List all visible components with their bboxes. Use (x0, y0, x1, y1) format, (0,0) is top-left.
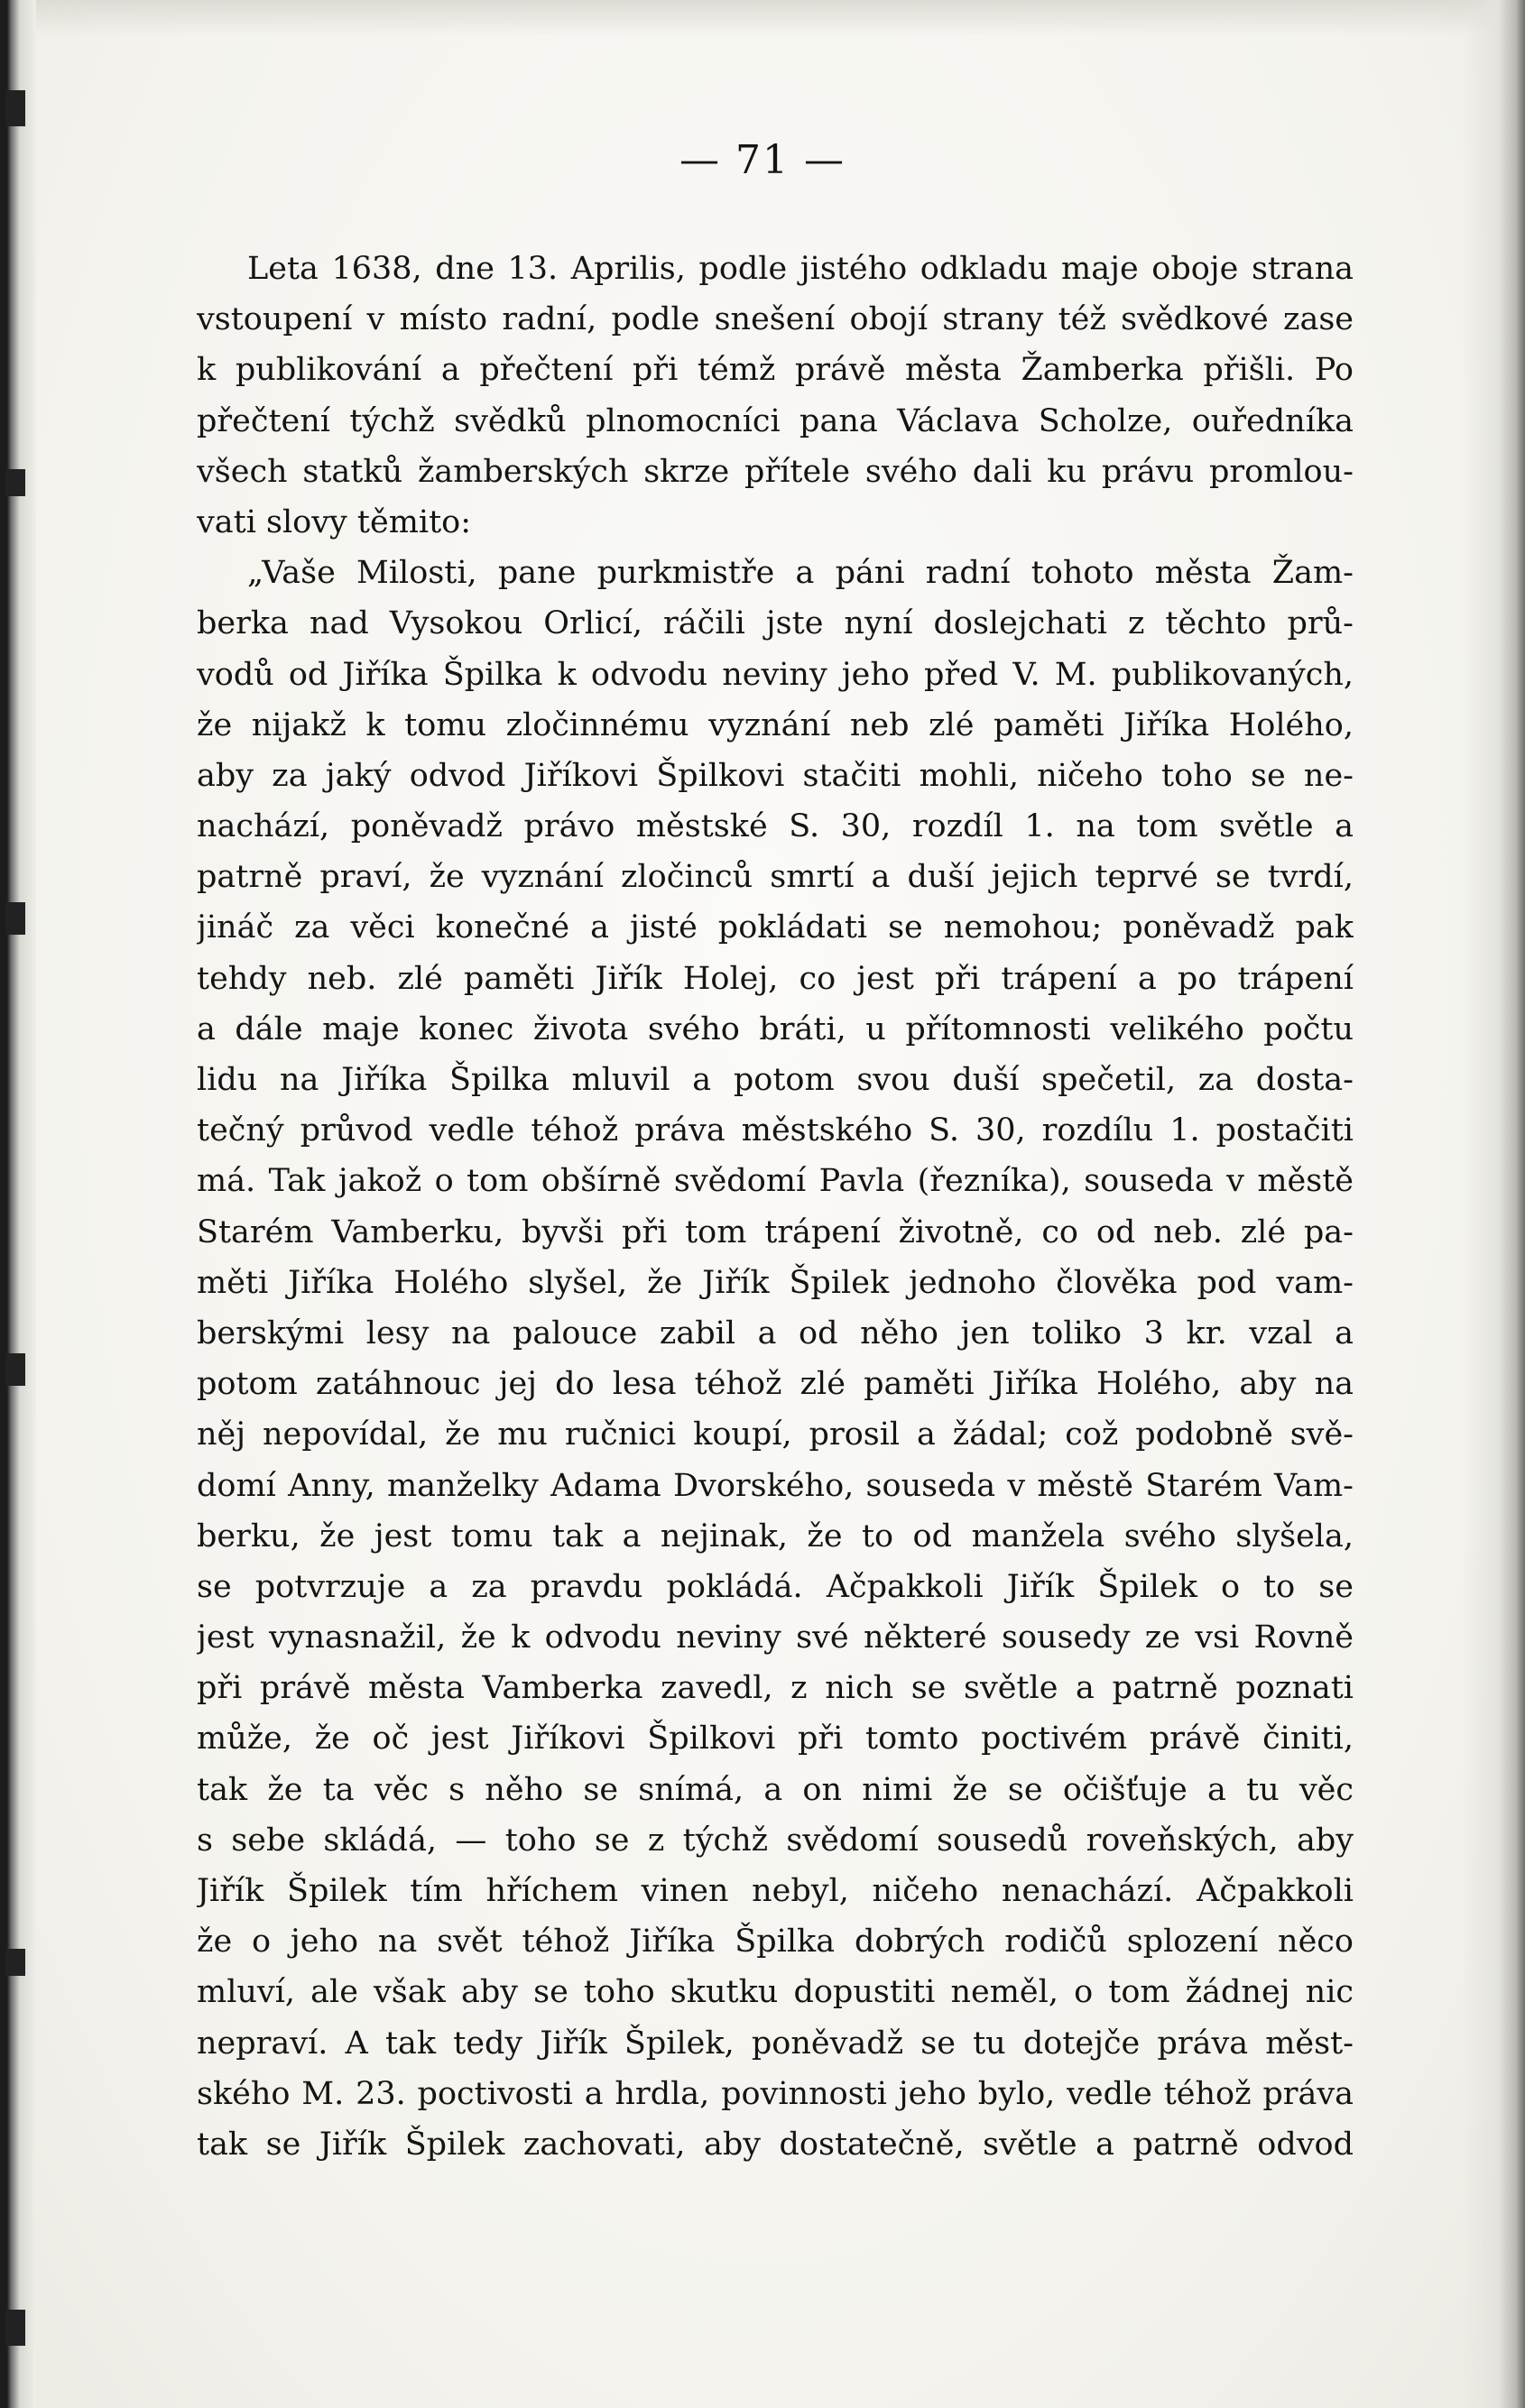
text-line: přečtení týchž svědků plnomocníci pana Václava Scholze, ouředníka (197, 402, 1354, 439)
text-line: Jiřík Špilek tím hříchem vinen nebyl, ničeho nenachází. Ačpakkoli (197, 1873, 1354, 1909)
binding-mark (5, 1949, 25, 1976)
text-line: aby za jaký odvod Jiříkovi Špilkovi stačiti mohli, ničeho toho se ne- (197, 757, 1354, 794)
text-line: berskými lesy na palouce zabil a od něho jen toliko 3 kr. vzal a (197, 1315, 1354, 1352)
text-line: může, že oč jest Jiříkovi Špilkovi při tomto poctivém právě činiti, (197, 1721, 1354, 1758)
text-line: nepraví. A tak tedy Jiřík Špilek, poněvadž se tu dotejče práva měst- (197, 2025, 1354, 2062)
scan-edge-right (1462, 0, 1525, 2408)
text-line: vati slovy těmito: (197, 503, 472, 540)
text-line: s sebe skládá, — toho se z týchž svědomí sousedů roveňských, aby (197, 1822, 1354, 1859)
text-line: vodů od Jiříka Špilka k odvodu neviny jeho před V. M. publikovaných, (197, 656, 1354, 693)
text-line: má. Tak jakož o tom obšírně svědomí Pavla (řezníka), souseda v městě (197, 1163, 1354, 1200)
text-line: tak že ta věc s něho se snímá, a on nimi že se očišťuje a tu věc (197, 1771, 1354, 1808)
text-line: „Vaše Milosti, pane purkmistře a páni radní tohoto města Žam- (247, 555, 1354, 592)
text-line: že o jeho na svět téhož Jiříka Špilka dobrých rodičů splození něco (197, 1924, 1354, 1961)
text-line: vstoupení v místo radní, podle snešení obojí strany též svědkové zase (197, 301, 1354, 338)
text-line: jináč za věci konečné a jisté pokládati se nemohou; poněvadž pak (197, 909, 1354, 946)
text-line: berka nad Vysokou Orlicí, ráčili jste nyní doslejchati z těchto prů- (197, 605, 1354, 642)
text-line: při právě města Vamberka zavedl, z nich se světle a patrně poznati (197, 1670, 1354, 1707)
book-binding-edge (0, 0, 36, 2408)
text-line: ského M. 23. poctivosti a hrdla, povinnosti jeho bylo, vedle téhož práva (197, 2075, 1354, 2112)
binding-mark (5, 469, 25, 496)
text-line: se potvrzuje a za pravdu pokládá. Ačpakkoli Jiřík Špilek o to se (197, 1568, 1354, 1605)
text-line: a dále maje konec života svého bráti, u přítomnosti velikého počtu (197, 1010, 1354, 1047)
scan-edge-top (0, 0, 1525, 36)
text-line: mluví, ale však aby se toho skutku dopustiti neměl, o tom žádnej nic (197, 1974, 1354, 2011)
text-line: lidu na Jiříka Špilka mluvil a potom svou duší spečetil, za dosta- (197, 1062, 1354, 1098)
text-line: všech statků žamberských skrze přítele svého dali ku právu promlou- (197, 453, 1354, 490)
text-line: nachází, poněvadž právo městské S. 30, rozdíl 1. na tom světle a (197, 808, 1354, 845)
text-line: tečný průvod vedle téhož práva městského S. 30, rozdílu 1. postačiti (197, 1112, 1354, 1149)
text-line: něj nepovídal, že mu ručnici koupí, prosil a žádal; což podobně svě- (197, 1416, 1354, 1453)
text-line: k publikování a přečtení při témž právě města Žamberka přišli. Po (197, 352, 1354, 389)
text-line: tak se Jiřík Špilek zachovati, aby dostatečně, světle a patrně odvod (197, 2126, 1354, 2163)
text-line: domí Anny, manželky Adama Dvorského, souseda v městě Starém Vam- (197, 1467, 1354, 1504)
text-line: měti Jiříka Holého slyšel, že Jiřík Špilek jednoho člověka pod vam- (197, 1264, 1354, 1301)
text-line: potom zatáhnouc jej do lesa téhož zlé paměti Jiříka Holého, aby na (197, 1366, 1354, 1403)
text-line: jest vynasnažil, že k odvodu neviny své některé sousedy ze vsi Rovně (197, 1619, 1354, 1656)
text-line: Leta 1638, dne 13. Aprilis, podle jistého odkladu maje oboje strana (247, 251, 1354, 287)
text-line: tehdy neb. zlé paměti Jiřík Holej, co jest při trápení a po trápení (197, 960, 1354, 997)
text-line: že nijakž k tomu zločinnému vyznání neb zlé paměti Jiříka Holého, (197, 706, 1354, 743)
binding-mark (5, 90, 25, 126)
text-line: berku, že jest tomu tak a nejinak, že to od manžela svého slyšela, (197, 1518, 1354, 1555)
binding-mark (5, 1353, 25, 1386)
body-text (197, 244, 1354, 2170)
binding-mark (5, 2310, 25, 2346)
text-line: patrně praví, že vyznání zločinců smrtí a duší jejich teprvé se tvrdí, (197, 859, 1354, 896)
binding-mark (5, 902, 25, 935)
page-number: — 71 — (679, 137, 846, 183)
text-line: Starém Vamberku, byvši při tom trápení životně, co od neb. zlé pa- (197, 1213, 1354, 1250)
